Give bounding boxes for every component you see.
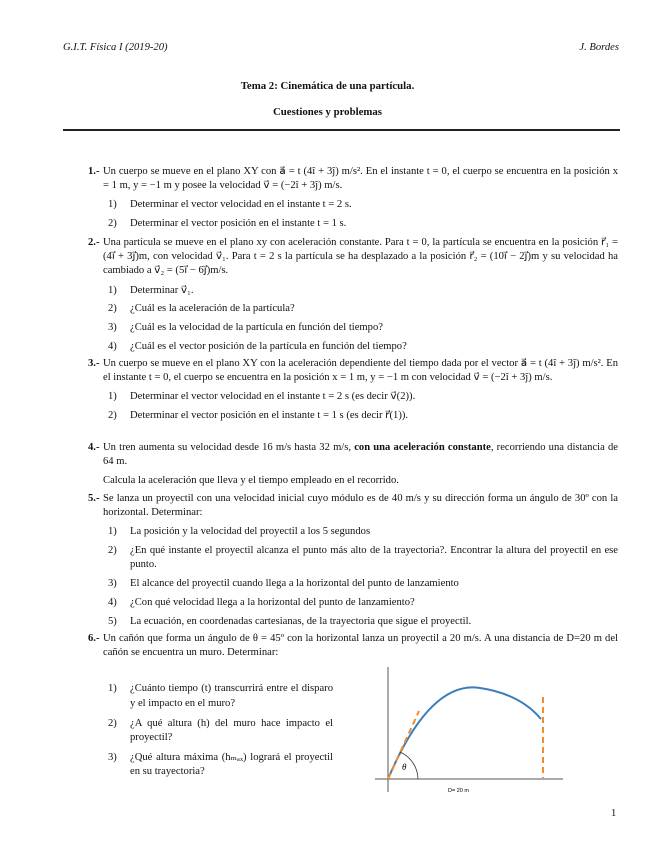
list-item: 5) La ecuación, en coordenadas cartesianas, de la trayectoria que sigue el proyectil. bbox=[108, 615, 472, 627]
problem-number: 6.- bbox=[88, 633, 100, 644]
list-item: 3) ¿Qué altura máxima (hₘₐₓ) logrará el proyectil en su trayectoria? bbox=[108, 752, 333, 778]
list-item: 2) ¿Cuál es la aceleración de la partícula? bbox=[108, 303, 295, 315]
problem-number: 2.- bbox=[88, 237, 100, 248]
problem-number: 3.- bbox=[88, 358, 100, 369]
distance-label: D= 20 m bbox=[448, 788, 469, 794]
problem-text: Un cañón que forma un ángulo de θ = 45º con la horizontal lanza un proyectil a 20 m/s. A una distancia de D=20 m del cañón se encuentra un muro. Determinar: bbox=[103, 633, 618, 659]
trajectory-curve bbox=[388, 687, 541, 779]
list-item: 1) La posición y la velocidad del proyectil a los 5 segundos bbox=[108, 526, 371, 538]
list-item: 1) Determinar el vector velocidad en el instante t = 2 s (es decir v⃗(2)). bbox=[108, 391, 416, 403]
problem-text: Un tren aumenta su velocidad desde 16 m/s hasta 32 m/s, con una aceleración constante, recorriendo una distancia de 64 m. bbox=[103, 442, 618, 468]
problem-text: Una partícula se mueve en el plano xy con aceleración constante. Para t = 0, la partícula se encuentra en la posición r⃗₁ = (4i⃗ + 3j⃗)m, con velocidad v⃗₁. Para t = 2 s la partícula se ha desplazado a la posición r⃗₂ = (10i⃗ − 2j⃗)m y su velocidad ha cambiado a v⃗₂ = (5i⃗ − 6j⃗)m/s. bbox=[103, 237, 618, 277]
list-item: 3) ¿Cuál es la velocidad de la partícula en función del tiempo? bbox=[108, 322, 383, 334]
list-item: 4) ¿Cuál es el vector posición de la partícula en función del tiempo? bbox=[108, 341, 407, 352]
page-number: 1 bbox=[611, 808, 617, 819]
list-item: 1) Determinar v⃗₁. bbox=[108, 284, 194, 296]
list-item: 2) Determinar el vector posición en el instante t = 1 s. bbox=[108, 218, 347, 230]
list-item: 1) Determinar el vector velocidad en el instante t = 2 s. bbox=[108, 199, 352, 211]
problem-text: Un cuerpo se mueve en el plano XY con a⃗ = t (4î + 3ĵ) m/s². En el instante t = 0, el cuerpo se encuentra en la posición x = 1 m, y = −1 m y posee la velocidad v⃗ = (−2î + 3ĵ) m/s. bbox=[103, 166, 618, 192]
problem-number: 1.- bbox=[88, 166, 100, 177]
problem-number: 5.- bbox=[88, 493, 100, 504]
list-item: 2) ¿En qué instante el proyectil alcanza el punto más alto de la trayectoria?. Encontrar la altura del proyectil en ese punto. bbox=[108, 545, 618, 571]
list-item: 2) Determinar el vector posición en el instante t = 1 s (es decir r⃗(1)). bbox=[108, 410, 409, 422]
problem-text: Un cuerpo se mueve en el plano XY con la aceleración dependiente del tiempo dada por el vector a⃗ = t (4î + 3ĵ) m/s². En el instante t = 0, el cuerpo se encuentra en la posición x = 1 m, y = −1 m con velocidad v⃗ = (−2î + 3ĵ) m/s. bbox=[103, 358, 618, 384]
page-subtitle: Cuestiones y problemas bbox=[273, 106, 382, 118]
problem-number: 4.- bbox=[88, 442, 100, 453]
list-item: 2) ¿A qué altura (h) del muro hace impacto el proyectil? bbox=[108, 717, 333, 744]
problem-text: Se lanza un proyectil con una velocidad inicial cuyo módulo es de 40 m/s y su dirección forma un ángulo de 30º con la horizontal. Determinar: bbox=[103, 493, 618, 519]
list-item: 1) ¿Cuánto tiempo (t) transcurrirá entre el disparo y el impacto en el muro? bbox=[108, 683, 333, 709]
theta-label: θ bbox=[402, 762, 407, 772]
header-right: J. Bordes bbox=[579, 42, 619, 53]
list-item: 4) ¿Con qué velocidad llega a la horizontal del punto de lanzamiento? bbox=[108, 597, 415, 608]
list-item: 3) El alcance del proyectil cuando llega a la horizontal del punto de lanzamiento bbox=[108, 578, 459, 590]
header-left: G.I.T. Física I (2019-20) bbox=[63, 42, 168, 53]
page-title: Tema 2: Cinemática de una partícula. bbox=[240, 80, 415, 92]
problem-text-2: Calcula la aceleración que lleva y el tiempo empleado en el recorrido. bbox=[103, 475, 399, 487]
